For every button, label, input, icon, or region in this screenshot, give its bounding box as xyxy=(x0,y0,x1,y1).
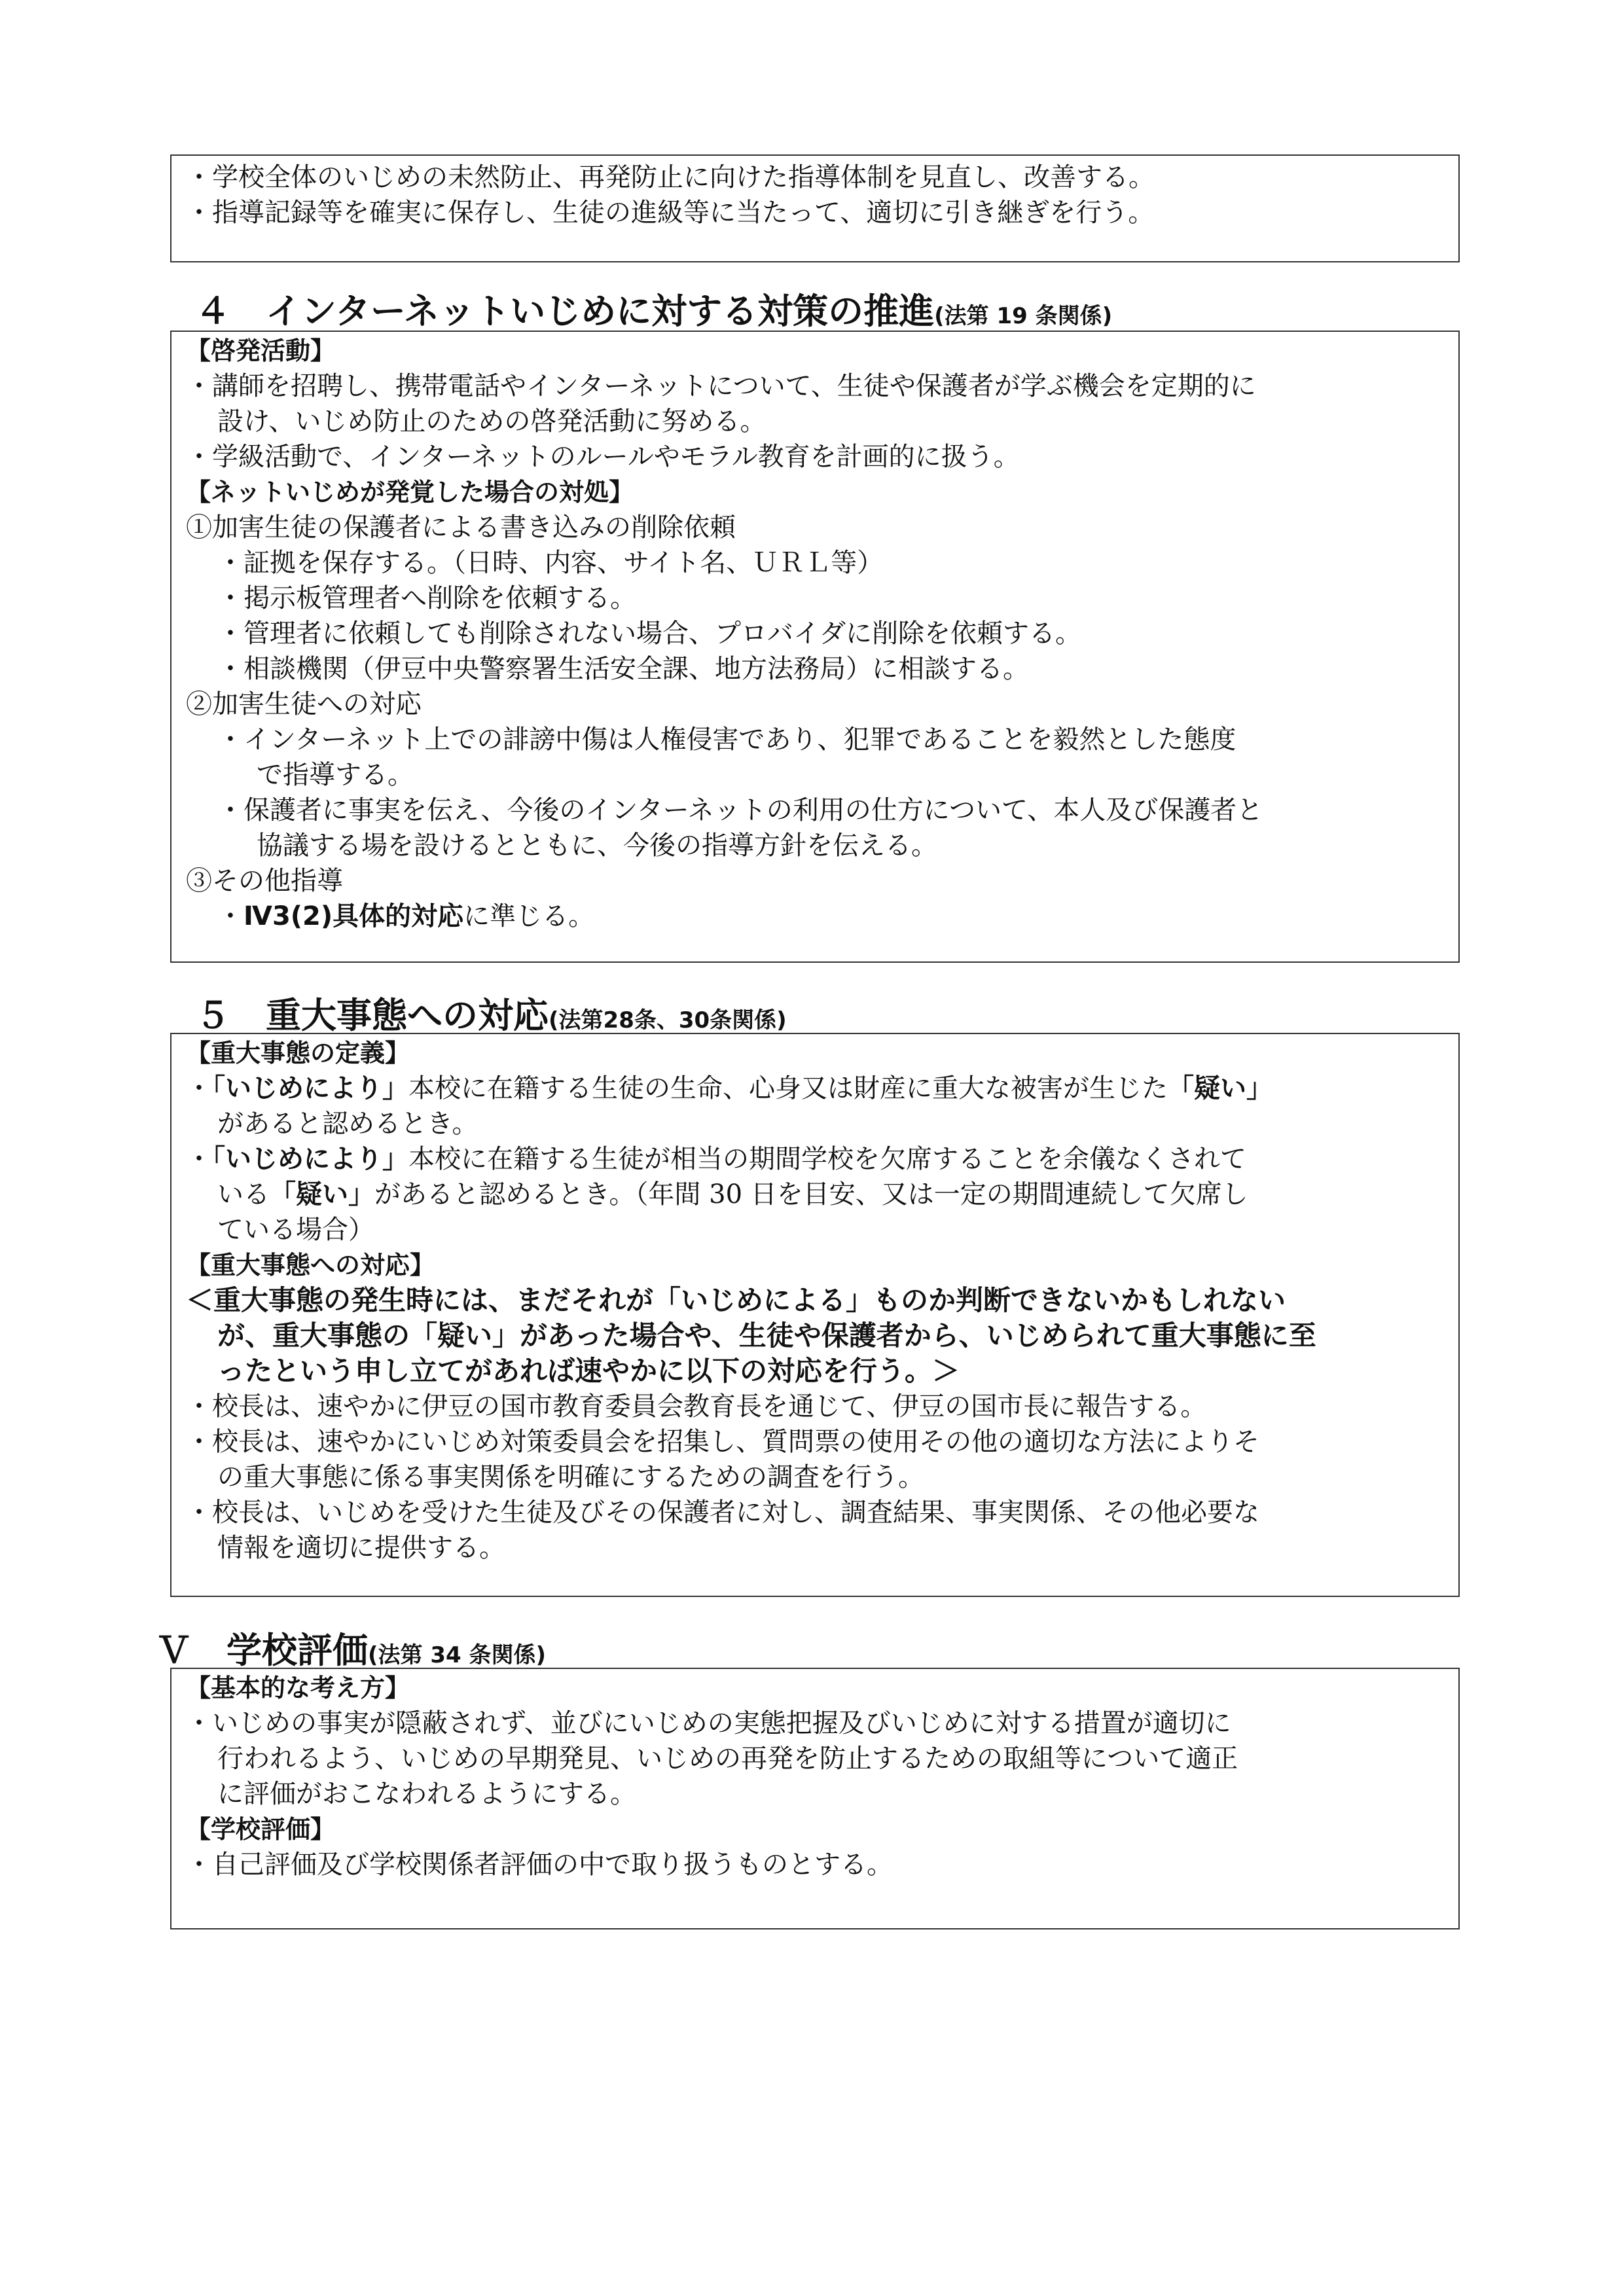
list-item: ・保護者に事実を伝え、今後のインターネットの利用の仕方について、本人及び保護者と xyxy=(217,795,1263,825)
list-item-continued: 協議する場を設けるとともに、今後の指導方針を伝える。 xyxy=(257,831,937,861)
reference-link-text: Ⅳ3(2)具体的対応 xyxy=(244,901,464,931)
list-item: ・管理者に依頼しても削除されない場合、プロバイダに削除を依頼する。 xyxy=(217,619,1081,649)
bullet: ・ xyxy=(186,1144,212,1174)
subheading-awareness: 【啓発活動】 xyxy=(186,336,336,365)
list-item: ・指導記録等を確実に保存し、生徒の進級等に当たって、適切に引き継ぎを行う。 xyxy=(186,198,1155,228)
notice-line: ＜重大事態の発生時には、まだそれが「いじめによる」ものか判断できないかもしれない xyxy=(186,1284,1286,1316)
emphasis: 「疑い」 xyxy=(270,1179,374,1210)
text: いる xyxy=(217,1179,270,1210)
list-item-continued: で指導する。 xyxy=(257,760,414,790)
section-v-law: (法第 34 条関係) xyxy=(368,1642,547,1668)
subheading-basic-view: 【基本的な考え方】 xyxy=(186,1674,410,1702)
section-5-title: ５ 重大事態への対応 xyxy=(195,995,549,1036)
list-item-continued: 行われるよう、いじめの早期発見、いじめの再発を防止するための取組等について適正 xyxy=(217,1744,1238,1774)
list-item: ・校長は、速やかに伊豆の国市教育委員会教育長を通じて、伊豆の国市長に報告する。 xyxy=(186,1391,1207,1422)
list-item: ・証拠を保存する。（日時、内容、サイト名、ＵＲＬ等） xyxy=(217,548,884,578)
bullet: ・ xyxy=(217,901,244,931)
subheading-response: 【ネットいじめが発覚した場合の対処】 xyxy=(186,478,634,507)
internet-bullying-box xyxy=(170,331,1460,963)
section-4-heading xyxy=(195,292,1112,336)
list-item: ・いじめの事実が隠蔽されず、並びにいじめの実態把握及びいじめに対する措置が適切に xyxy=(186,1708,1231,1738)
list-item: ・インターネット上での誹謗中傷は人権侵害であり、犯罪であることを毅然とした態度 xyxy=(217,725,1236,755)
list-item: ・掲示板管理者へ削除を依頼する。 xyxy=(217,583,636,613)
list-item: ・学校全体のいじめの未然防止、再発防止に向けた指導体制を見直し、改善する。 xyxy=(186,162,1155,192)
list-item-continued: に評価がおこなわれるようにする。 xyxy=(217,1779,636,1809)
list-item: ・講師を招聘し、携帯電話やインターネットについて、生徒や保護者が学ぶ機会を定期的に xyxy=(186,371,1256,401)
subheading-definition: 【重大事態の定義】 xyxy=(186,1039,410,1067)
list-item-continued: の重大事態に係る事実関係を明確にするための調査を行う。 xyxy=(217,1462,924,1492)
list-item: ・校長は、速やかにいじめ対策委員会を招集し、質問票の使用その他の適切な方法によりそ xyxy=(186,1427,1259,1457)
list-item-continued: があると認めるとき。 xyxy=(217,1109,478,1139)
list-item: ・校長は、いじめを受けた生徒及びその保護者に対し、調査結果、事実関係、その他必要な xyxy=(186,1498,1259,1528)
list-item xyxy=(186,1141,1447,1177)
list-item-continued: 設け、いじめ防止のための啓発活動に努める。 xyxy=(217,406,767,437)
text: があると認めるとき。（年間 30 日を目安、又は一定の期間連続して欠席し xyxy=(374,1179,1248,1210)
emphasis: 「いじめにより」 xyxy=(212,1073,408,1103)
list-item-continued: ている場合） xyxy=(217,1215,374,1245)
school-evaluation-box xyxy=(170,1668,1460,1929)
reference-suffix: に準じる。 xyxy=(463,901,595,931)
emphasis: 「いじめにより」 xyxy=(212,1144,408,1174)
list-item xyxy=(186,899,1447,934)
list-item: ・自己評価及び学校関係者評価の中で取り扱うものとする。 xyxy=(186,1850,893,1880)
text: 本校に在籍する生徒の生命、心身又は財産に重大な被害が生じた xyxy=(408,1073,1168,1103)
section-4-title: ４ インターネットいじめに対する対策の推進 xyxy=(195,291,935,332)
guidance-box xyxy=(170,154,1460,262)
numbered-item: ③その他指導 xyxy=(186,866,343,896)
list-item-continued: 情報を適切に提供する。 xyxy=(217,1533,505,1563)
emphasis: 「疑い」 xyxy=(1168,1073,1272,1103)
section-v-title: Ｖ 学校評価 xyxy=(156,1630,368,1671)
list-item-continued xyxy=(186,1177,1447,1212)
subheading-school-evaluation: 【学校評価】 xyxy=(186,1815,336,1844)
text: 本校に在籍する生徒が相当の期間学校を欠席することを余儀なくされて xyxy=(408,1144,1246,1174)
notice-line: が、重大事態の「疑い」があった場合や、生徒や保護者から、いじめられて重大事態に至 xyxy=(217,1319,1316,1352)
bullet: ・ xyxy=(186,1073,212,1103)
section-4-law: (法第 19 条関係) xyxy=(934,303,1113,329)
list-item xyxy=(186,1071,1447,1106)
numbered-item: ②加害生徒への対応 xyxy=(186,689,422,719)
notice-line: ったという申し立てがあれば速やかに以下の対応を行う。＞ xyxy=(217,1355,960,1387)
serious-incident-box xyxy=(170,1033,1460,1597)
list-item: ・相談機関（伊豆中央警察署生活安全課、地方法務局）に相談する。 xyxy=(217,654,1029,684)
list-item: ・学級活動で、インターネットのルールやモラル教育を計画的に扱う。 xyxy=(186,442,1020,472)
numbered-item: ①加害生徒の保護者による書き込みの削除依頼 xyxy=(186,512,736,543)
section-5-law: (法第28条、30条関係) xyxy=(549,1007,787,1033)
subheading-response: 【重大事態への対応】 xyxy=(186,1251,435,1280)
